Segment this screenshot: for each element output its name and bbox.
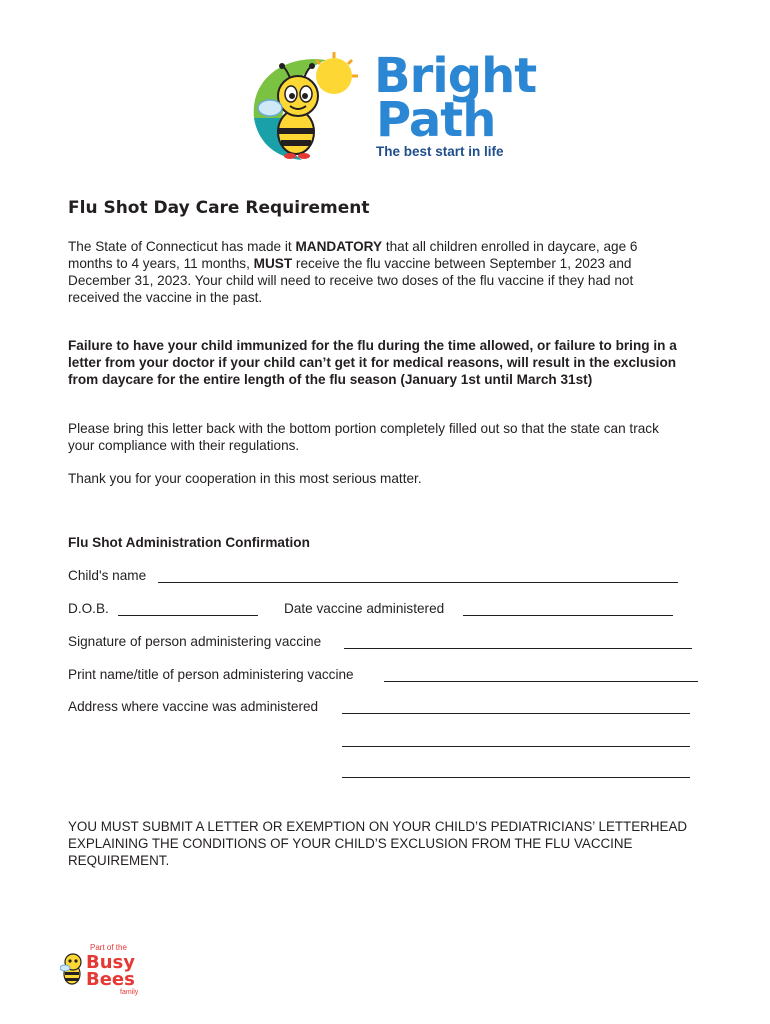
footer-part-of-text: Part of the [90, 943, 127, 952]
intro-paragraph [68, 238, 678, 306]
childs-name-field[interactable] [158, 582, 678, 583]
footer-busy-text: Busy [86, 952, 135, 973]
dob-field[interactable] [118, 615, 258, 616]
return-letter-paragraph: Please bring this letter back with the bottom portion completely filled out so that the state can track your compliance with their regulations. [68, 421, 659, 453]
date-administered-label: Date vaccine administered [284, 601, 445, 616]
exemption-notice: YOU MUST SUBMIT A LETTER OR EXEMPTION ON YOUR CHILD’S PEDIATRICIANS’ LETTERHEAD EXPLAINING THE CONDITIONS OF YOUR CHILD’S EXCLUSION FROM THE FLU VACCINE REQUIREMENT. [68, 819, 688, 868]
address-field-line-1[interactable] [342, 713, 690, 714]
busy-bees-bee-icon [60, 938, 144, 996]
dob-label: D.O.B. [68, 601, 109, 616]
brand-name-line-2: Path [376, 92, 496, 148]
signature-field[interactable] [344, 648, 692, 649]
intro-text-a: The State of Connecticut has made it [68, 239, 296, 254]
failure-warning-paragraph: Failure to have your child immunized for the flu during the time allowed, or failure to bring in a letter from your doctor if your child can’t get it for medical reasons, will result in the exclusion from daycare for the entire length of the flu season (January 1st until March 31st) [68, 338, 677, 387]
print-name-field[interactable] [384, 681, 698, 682]
address-field-line-3[interactable] [342, 777, 690, 778]
thank-you-paragraph: Thank you for your cooperation in this most serious matter. [68, 471, 422, 486]
brand-tagline: The best start in life [376, 144, 504, 159]
address-label: Address where vaccine was administered [68, 699, 319, 714]
footer-family-text: family [120, 989, 139, 996]
bee-mascot-icon [246, 48, 376, 170]
print-name-label: Print name/title of person administering vaccine [68, 667, 354, 682]
signature-label: Signature of person administering vaccine [68, 634, 322, 649]
page-title: Flu Shot Day Care Requirement [68, 198, 370, 218]
intro-text-e: receive the flu vaccine between September 1, 2023 and December 31, 2023. Your child will need to receive two doses of the flu vaccine if they had not received the vaccine in the past. [68, 256, 634, 305]
childs-name-label: Child's name [68, 568, 147, 583]
intro-text-c: that all children enrolled in daycare, age 6 months to 4 years, 11 months, [68, 239, 638, 271]
date-administered-field[interactable] [463, 615, 673, 616]
footer-bees-text: Bees [86, 969, 135, 990]
mandatory-emphasis: MANDATORY [295, 239, 383, 254]
must-emphasis: MUST [253, 256, 293, 271]
brand-name-line-1: Bright [374, 48, 537, 104]
bright-path-logo [246, 48, 536, 170]
address-field-line-2[interactable] [342, 746, 690, 747]
busy-bees-logo [60, 938, 144, 996]
form-title: Flu Shot Administration Confirmation [68, 535, 310, 550]
